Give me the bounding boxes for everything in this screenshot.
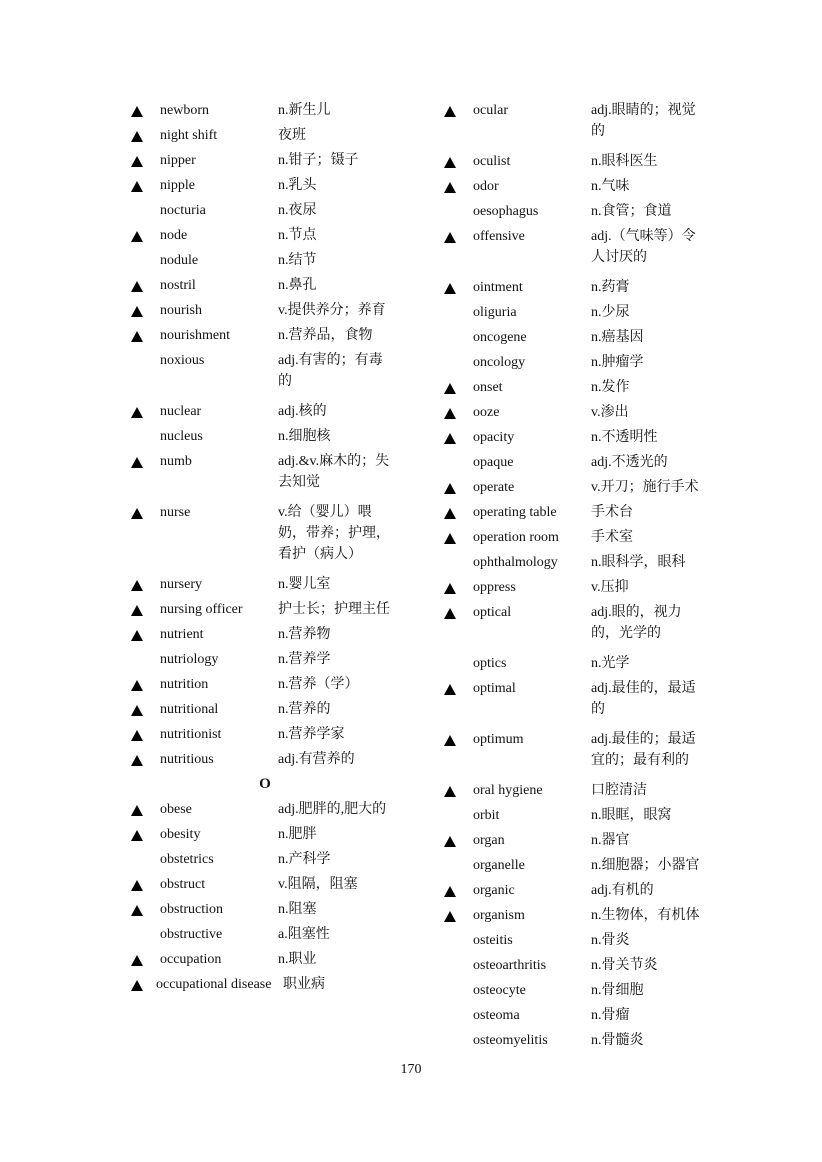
glossary-entry xyxy=(443,201,713,222)
entry-definition: n.营养物 xyxy=(278,627,331,642)
triangle-icon xyxy=(443,905,457,926)
entry-definition: 护士长；护理主任 xyxy=(278,602,390,617)
entry-term: operation room xyxy=(473,530,559,545)
entry-definition: n.肥胖 xyxy=(278,827,317,842)
glossary-entry xyxy=(130,426,400,447)
glossary-entry xyxy=(443,100,713,142)
entry-definition: n.新生儿 xyxy=(278,103,331,118)
entry-term: optics xyxy=(473,656,507,671)
entry-term: obese xyxy=(160,802,192,817)
glossary-entry xyxy=(130,350,400,392)
entry-term: nutritional xyxy=(160,702,219,717)
left-column xyxy=(130,100,400,999)
entry-term: occupation xyxy=(160,952,222,967)
entry-term: optimal xyxy=(473,681,516,696)
entry-term: nutritious xyxy=(160,752,214,767)
entry-definition: adj.最佳的，最适的 xyxy=(591,681,696,717)
glossary-entry xyxy=(443,830,713,851)
entry-definition: adj.有营养的 xyxy=(278,752,355,767)
entry-term: osteomyelitis xyxy=(473,1033,548,1048)
entry-term: nucleus xyxy=(160,429,203,444)
entry-definition: 手术台 xyxy=(591,505,633,520)
entry-definition: v.提供养分；养育 xyxy=(278,303,386,318)
entry-definition: n.营养（学） xyxy=(278,677,359,692)
entry-term: nourish xyxy=(160,303,202,318)
triangle-icon xyxy=(130,100,144,121)
glossary-entry xyxy=(443,780,713,801)
entry-definition: n.婴儿室 xyxy=(278,577,331,592)
entry-definition: 手术室 xyxy=(591,530,633,545)
entry-definition: n.药膏 xyxy=(591,280,630,295)
entry-definition: n.乳头 xyxy=(278,178,317,193)
entry-definition: n.生物体，有机体 xyxy=(591,908,700,923)
glossary-entry xyxy=(130,699,400,720)
entry-definition: n.食管；食道 xyxy=(591,204,672,219)
glossary-entry xyxy=(443,1005,713,1026)
glossary-entry xyxy=(443,427,713,448)
triangle-icon xyxy=(130,451,144,472)
entry-definition: n.骨关节炎 xyxy=(591,958,658,973)
entry-term: opacity xyxy=(473,430,515,445)
entry-term: noxious xyxy=(160,353,205,368)
entry-definition: n.癌基因 xyxy=(591,330,644,345)
triangle-icon xyxy=(443,477,457,498)
entry-definition: n.肿瘤学 xyxy=(591,355,644,370)
glossary-entry xyxy=(443,352,713,373)
glossary-entry xyxy=(443,905,713,926)
entry-term: nodule xyxy=(160,253,199,268)
entry-definition: n.营养品，食物 xyxy=(278,328,373,343)
glossary-entry xyxy=(443,653,713,674)
glossary-entry xyxy=(130,574,400,595)
entry-definition: n.营养学家 xyxy=(278,727,345,742)
entry-definition: adj.最佳的；最适宜的；最有利的 xyxy=(591,732,696,768)
page-number: 170 xyxy=(400,1062,422,1077)
glossary-entry xyxy=(130,974,400,995)
entry-definition: n.骨细胞 xyxy=(591,983,644,998)
triangle-icon xyxy=(130,125,144,146)
glossary-entry xyxy=(130,100,400,121)
entry-term: nutrition xyxy=(160,677,209,692)
entry-term: ooze xyxy=(473,405,500,420)
glossary-entry xyxy=(443,1030,713,1051)
entry-term: onset xyxy=(473,380,503,395)
entry-term: nursery xyxy=(160,577,202,592)
entry-definition: adj.眼的，视力的，光学的 xyxy=(591,605,682,641)
entry-definition: n.节点 xyxy=(278,228,317,243)
triangle-icon xyxy=(443,678,457,699)
entry-term: obstetrics xyxy=(160,852,214,867)
entry-definition: adj.有机的 xyxy=(591,883,654,898)
triangle-icon xyxy=(130,175,144,196)
triangle-icon xyxy=(130,824,144,845)
triangle-icon xyxy=(130,325,144,346)
entry-term: nutriology xyxy=(160,652,219,667)
glossary-entry xyxy=(443,402,713,423)
entry-term: optimum xyxy=(473,732,524,747)
triangle-icon xyxy=(130,275,144,296)
triangle-icon xyxy=(130,624,144,645)
entry-definition: n.光学 xyxy=(591,656,630,671)
entry-definition: v.开刀；施行手术 xyxy=(591,480,699,495)
glossary-entry xyxy=(443,602,713,644)
glossary-entry xyxy=(130,451,400,493)
entry-definition: n.骨炎 xyxy=(591,933,630,948)
entry-definition: 口腔清洁 xyxy=(591,783,647,798)
glossary-entry xyxy=(130,200,400,221)
entry-term: oncology xyxy=(473,355,526,370)
glossary-entry xyxy=(443,880,713,901)
entry-term: organic xyxy=(473,883,515,898)
right-column xyxy=(443,100,713,1055)
entry-term: obstruct xyxy=(160,877,206,892)
glossary-entry xyxy=(443,805,713,826)
entry-definition: n.气味 xyxy=(591,179,630,194)
triangle-icon xyxy=(130,300,144,321)
glossary-entry xyxy=(443,377,713,398)
entry-term: operating table xyxy=(473,505,557,520)
entry-definition: a.阻塞性 xyxy=(278,927,330,942)
glossary-entry xyxy=(130,674,400,695)
glossary-entry xyxy=(130,325,400,346)
triangle-icon xyxy=(443,151,457,172)
entry-term: oncogene xyxy=(473,330,527,345)
entry-definition: n.眼科医生 xyxy=(591,154,658,169)
entry-definition: n.发作 xyxy=(591,380,630,395)
glossary-entry xyxy=(130,849,400,870)
entry-term: nurse xyxy=(160,505,191,520)
glossary-entry xyxy=(443,930,713,951)
entry-definition: n.职业 xyxy=(278,952,317,967)
entry-term: oesophagus xyxy=(473,204,539,219)
entry-definition: n.营养学 xyxy=(278,652,331,667)
entry-term: organelle xyxy=(473,858,525,873)
entry-definition: v.阻隔，阻塞 xyxy=(278,877,358,892)
entry-term: osteocyte xyxy=(473,983,526,998)
entry-definition: v.压抑 xyxy=(591,580,629,595)
entry-term: osteoarthritis xyxy=(473,958,547,973)
entry-term: nipper xyxy=(160,153,196,168)
triangle-icon xyxy=(443,830,457,851)
glossary-entry xyxy=(130,824,400,845)
triangle-icon xyxy=(443,602,457,623)
entry-definition: 职业病 xyxy=(283,977,325,992)
triangle-icon xyxy=(130,949,144,970)
entry-term: numb xyxy=(160,454,192,469)
entry-definition: v.渗出 xyxy=(591,405,629,420)
glossary-entry xyxy=(130,899,400,920)
entry-term: newborn xyxy=(160,103,209,118)
triangle-icon xyxy=(443,880,457,901)
entry-definition: adj.肥胖的,肥大的 xyxy=(278,802,387,817)
entry-term: oppress xyxy=(473,580,516,595)
glossary-entry xyxy=(443,980,713,1001)
entry-term: nipple xyxy=(160,178,195,193)
glossary-entry xyxy=(443,327,713,348)
entry-term: node xyxy=(160,228,188,243)
glossary-entry xyxy=(130,949,400,970)
triangle-icon xyxy=(443,577,457,598)
entry-definition: n.营养的 xyxy=(278,702,331,717)
entry-term: operate xyxy=(473,480,515,495)
triangle-icon xyxy=(443,402,457,423)
entry-term: obstruction xyxy=(160,902,223,917)
entry-definition: adj.不透光的 xyxy=(591,455,668,470)
glossary-entry xyxy=(130,749,400,770)
triangle-icon xyxy=(130,799,144,820)
glossary-entry xyxy=(443,729,713,771)
triangle-icon xyxy=(443,176,457,197)
entry-definition: n.少尿 xyxy=(591,305,630,320)
entry-definition: n.眼眶，眼窝 xyxy=(591,808,672,823)
glossary-entry xyxy=(130,401,400,422)
entry-definition: n.骨髓炎 xyxy=(591,1033,644,1048)
entry-term: ointment xyxy=(473,280,523,295)
entry-definition: n.鼻孔 xyxy=(278,278,317,293)
entry-term: osteoma xyxy=(473,1008,520,1023)
entry-term: nuclear xyxy=(160,404,202,419)
entry-definition: n.钳子；镊子 xyxy=(278,153,359,168)
entry-definition: adj.核的 xyxy=(278,404,327,419)
glossary-entry xyxy=(130,599,400,620)
glossary-entry xyxy=(130,924,400,945)
entry-definition: n.骨瘤 xyxy=(591,1008,630,1023)
entry-term: organism xyxy=(473,908,525,923)
triangle-icon xyxy=(443,377,457,398)
glossary-entry xyxy=(130,225,400,246)
entry-term: orbit xyxy=(473,808,500,823)
glossary-entry xyxy=(443,955,713,976)
entry-definition: n.结节 xyxy=(278,253,317,268)
triangle-icon xyxy=(130,502,144,523)
glossary-entry xyxy=(443,477,713,498)
entry-definition: n.不透明性 xyxy=(591,430,658,445)
glossary-entry xyxy=(130,125,400,146)
glossary-entry xyxy=(443,452,713,473)
glossary-entry xyxy=(443,502,713,523)
entry-term: opaque xyxy=(473,455,514,470)
triangle-icon xyxy=(130,724,144,745)
entry-definition: n.眼科学，眼科 xyxy=(591,555,686,570)
entry-term: optical xyxy=(473,605,512,620)
entry-term: occupational disease xyxy=(156,977,272,992)
glossary-entry xyxy=(443,302,713,323)
triangle-icon xyxy=(130,599,144,620)
triangle-icon xyxy=(443,502,457,523)
entry-definition: n.器官 xyxy=(591,833,630,848)
glossary-entry xyxy=(443,176,713,197)
triangle-icon xyxy=(130,874,144,895)
entry-term: offensive xyxy=(473,229,525,244)
triangle-icon xyxy=(443,100,457,121)
entry-definition: n.细胞核 xyxy=(278,429,331,444)
section-letter-heading: O xyxy=(259,776,271,792)
glossary-entry xyxy=(130,300,400,321)
triangle-icon xyxy=(130,225,144,246)
entry-definition: n.阻塞 xyxy=(278,902,317,917)
glossary-entry xyxy=(130,502,400,565)
glossary-entry xyxy=(130,275,400,296)
entry-definition: adj.&v.麻木的；失去知觉 xyxy=(278,454,390,490)
entry-term: oral hygiene xyxy=(473,783,543,798)
entry-term: nourishment xyxy=(160,328,230,343)
entry-definition: n.细胞器；小器官 xyxy=(591,858,700,873)
entry-term: night shift xyxy=(160,128,218,143)
glossary-entry xyxy=(130,874,400,895)
glossary-entry xyxy=(443,226,713,268)
entry-definition: adj.（气味等）令人讨厌的 xyxy=(591,229,696,265)
glossary-entry xyxy=(443,151,713,172)
entry-term: nutritionist xyxy=(160,727,222,742)
triangle-icon xyxy=(130,749,144,770)
entry-term: osteitis xyxy=(473,933,513,948)
triangle-icon xyxy=(443,277,457,298)
triangle-icon xyxy=(130,674,144,695)
triangle-icon xyxy=(443,226,457,247)
glossary-entry xyxy=(130,624,400,645)
glossary-entry xyxy=(443,277,713,298)
entry-term: nursing officer xyxy=(160,602,243,617)
entry-definition: v.给（婴儿）喂奶，带养；护理，看护（病人） xyxy=(278,505,390,562)
triangle-icon xyxy=(130,899,144,920)
entry-definition: adj.眼睛的；视觉的 xyxy=(591,103,696,139)
triangle-icon xyxy=(443,780,457,801)
glossary-entry xyxy=(130,649,400,670)
triangle-icon xyxy=(130,150,144,171)
glossary-entry xyxy=(443,527,713,548)
triangle-icon xyxy=(130,574,144,595)
entry-term: organ xyxy=(473,833,505,848)
glossary-entry xyxy=(130,150,400,171)
entry-term: odor xyxy=(473,179,499,194)
entry-definition: adj.有害的；有毒的 xyxy=(278,353,383,389)
entry-term: ophthalmology xyxy=(473,555,558,570)
glossary-entry xyxy=(443,678,713,720)
entry-term: nostril xyxy=(160,278,196,293)
triangle-icon xyxy=(443,427,457,448)
entry-term: ocular xyxy=(473,103,508,118)
entry-term: obesity xyxy=(160,827,201,842)
triangle-icon xyxy=(130,401,144,422)
glossary-entry xyxy=(443,552,713,573)
triangle-icon xyxy=(443,729,457,750)
entry-term: nocturia xyxy=(160,203,206,218)
entry-definition: 夜班 xyxy=(278,128,306,143)
glossary-entry xyxy=(130,175,400,196)
triangle-icon xyxy=(130,974,144,995)
triangle-icon xyxy=(443,527,457,548)
glossary-entry xyxy=(130,799,400,820)
entry-term: oculist xyxy=(473,154,511,169)
entry-term: obstructive xyxy=(160,927,223,942)
glossary-entry xyxy=(443,577,713,598)
entry-term: nutrient xyxy=(160,627,204,642)
glossary-entry xyxy=(130,250,400,271)
glossary-entry xyxy=(130,724,400,745)
entry-definition: n.夜尿 xyxy=(278,203,317,218)
glossary-entry xyxy=(443,855,713,876)
entry-term: oliguria xyxy=(473,305,517,320)
entry-definition: n.产科学 xyxy=(278,852,331,867)
triangle-icon xyxy=(130,699,144,720)
